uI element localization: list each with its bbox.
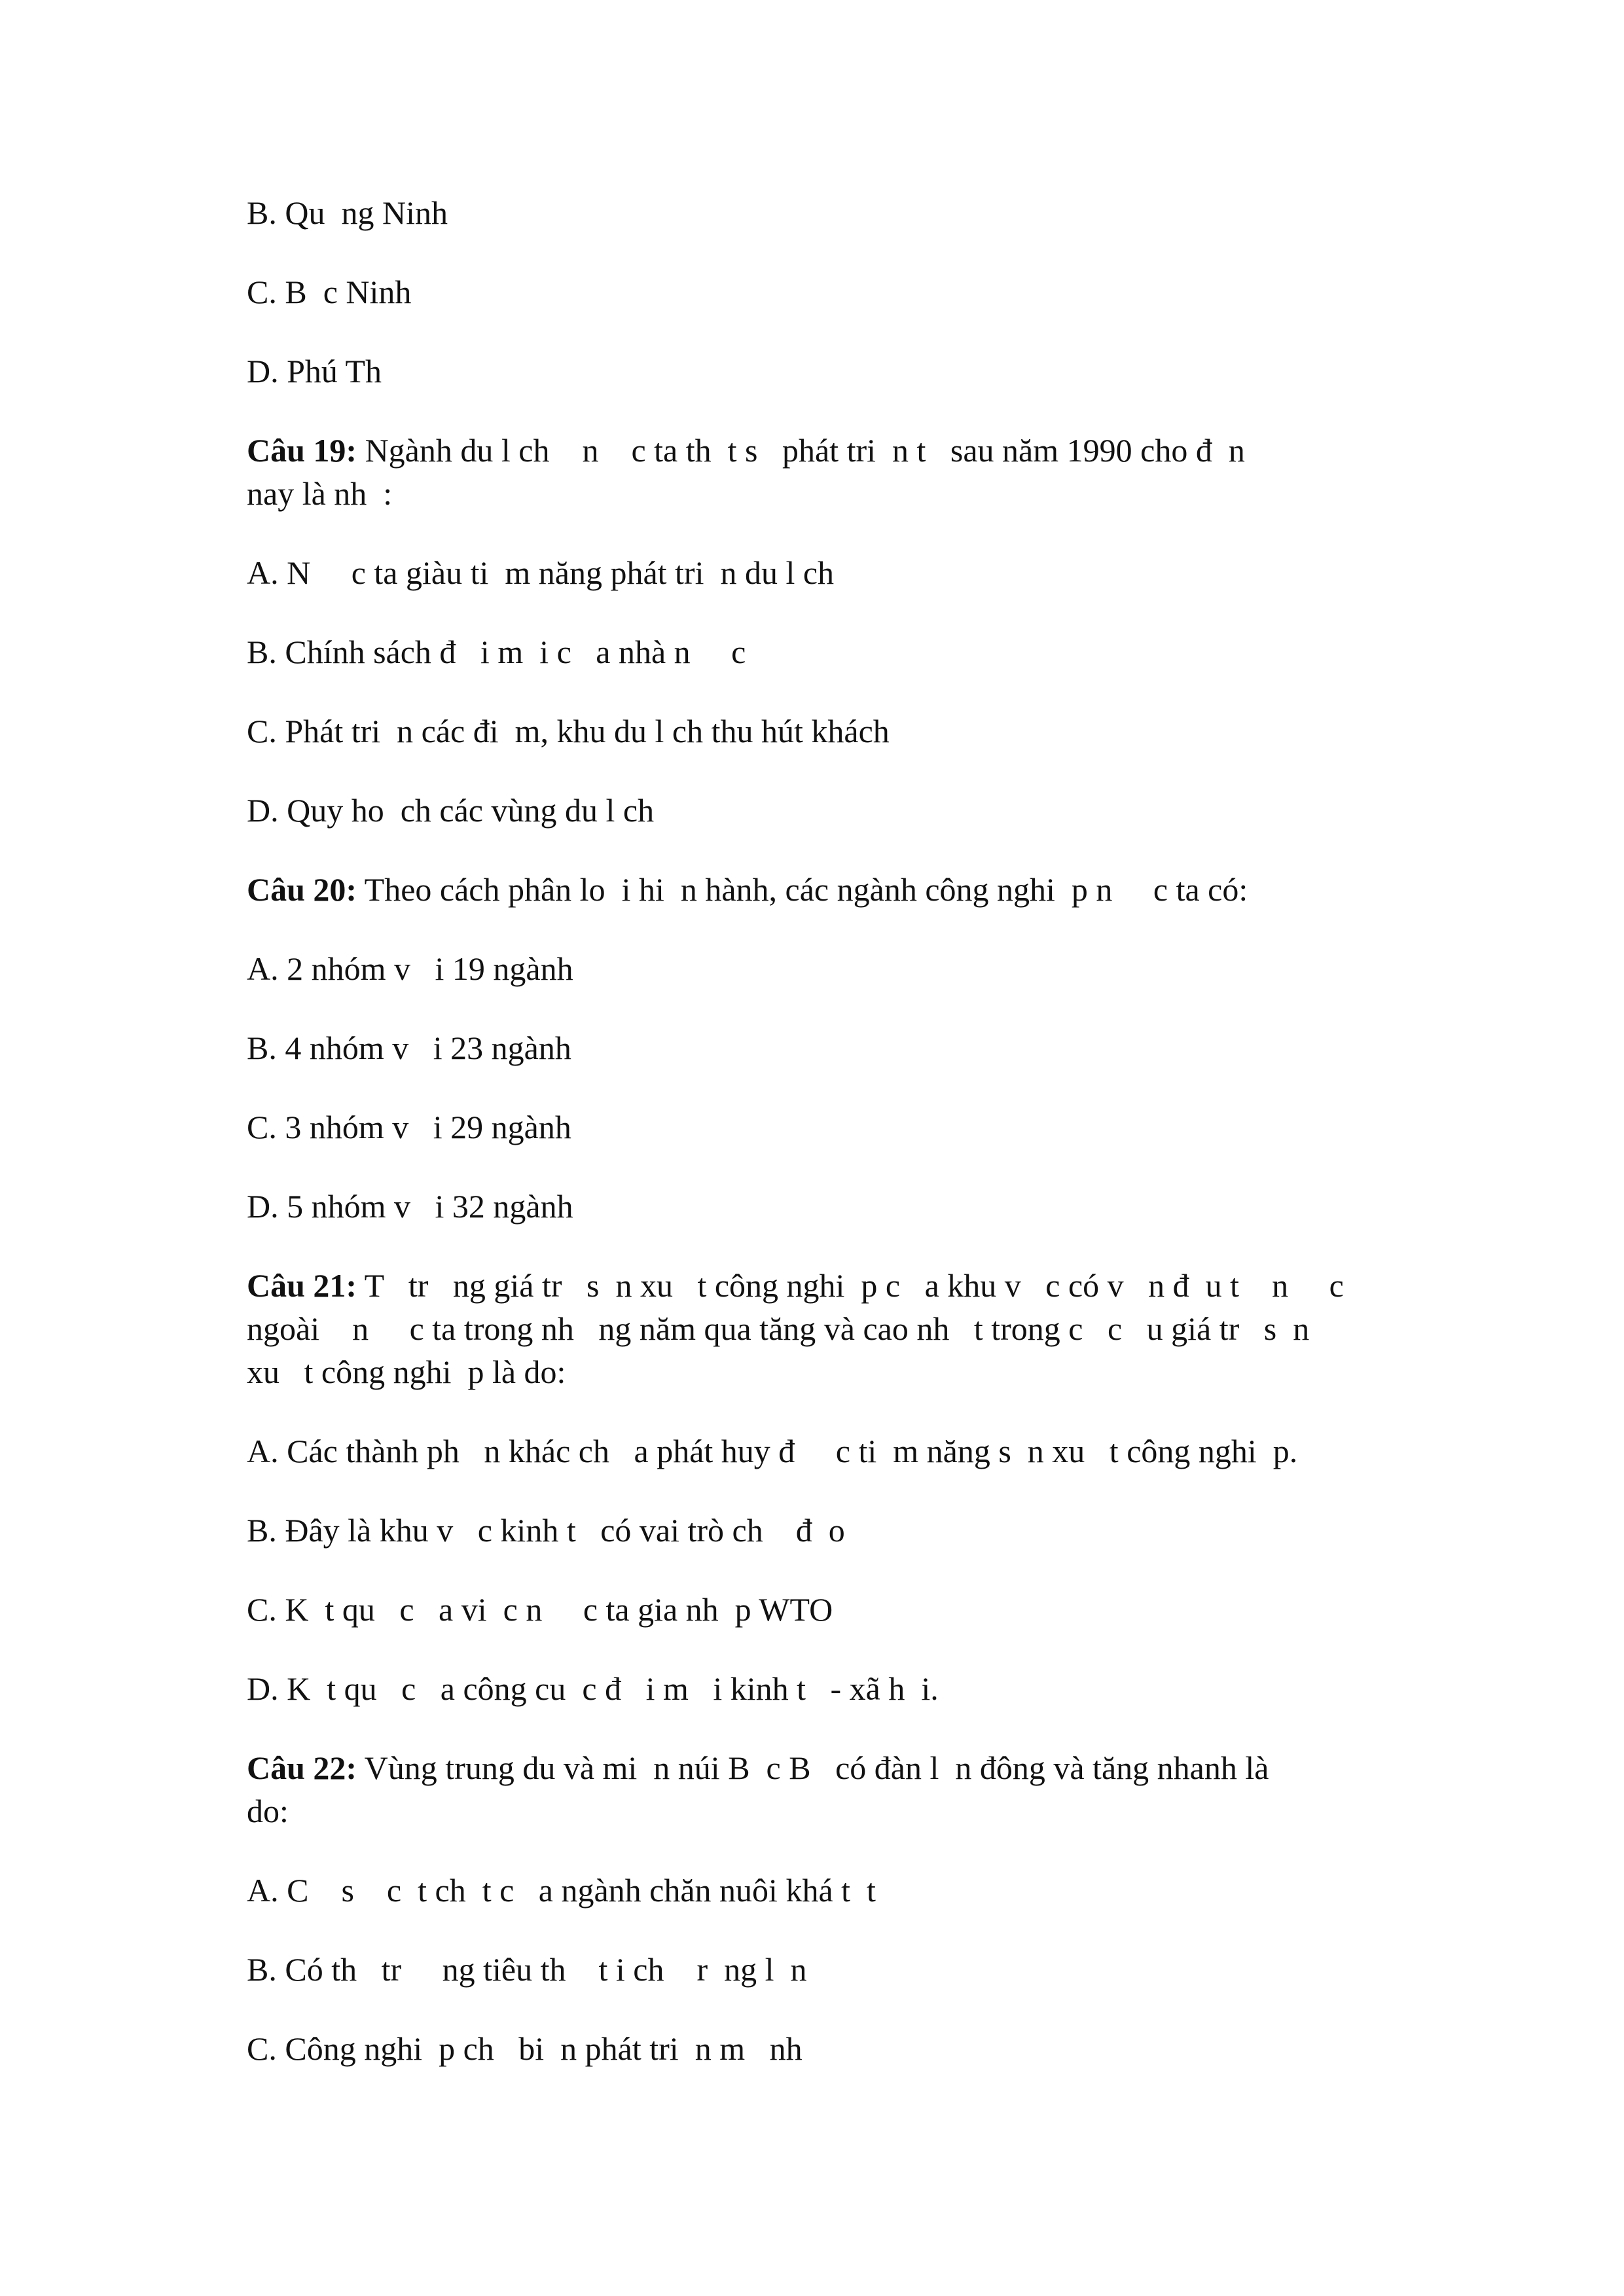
document-page — [247, 191, 1399, 2106]
question-22-option-a: A. C s c t ch t c a ngành chăn nuôi khá t t — [247, 1872, 876, 1909]
question-20-line-1 — [247, 868, 1399, 911]
question-20-option-a: A. 2 nhóm v i 19 ngành — [247, 950, 573, 987]
question-21-text-2: ngoài n c ta trong nh ng năm qua tăng và cao nh t trong c c u giá tr s n — [247, 1310, 1310, 1347]
question-21-option-d: D. K t qu c a công cu c đ i m i kinh t - xã h i. — [247, 1670, 939, 1707]
question-19-text-1: Ngành du l ch n c ta th t s phát tri n t sau năm 1990 cho đ n — [357, 432, 1245, 469]
question-22-label: Câu 22: — [247, 1749, 357, 1786]
question-22-line-1 — [247, 1746, 1399, 1789]
question-19-option-c: C. Phát tri n các đi m, khu du l ch thu hút khách — [247, 713, 890, 749]
question-21-option-c: C. K t qu c a vi c n c ta gia nh p WTO — [247, 1591, 833, 1628]
question-20-option-c: C. 3 nhóm v i 29 ngành — [247, 1109, 571, 1145]
question-19-label: Câu 19: — [247, 432, 357, 469]
question-21-text-3: xu t công nghi p là do: — [247, 1354, 566, 1390]
question-20 — [247, 868, 1399, 911]
question-22 — [247, 1746, 1399, 1833]
question-22-option-c: C. Công nghi p ch bi n phát tri n m nh — [247, 2030, 803, 2067]
option-c-bn: C. B c Ninh — [247, 274, 412, 310]
option-b-qn: B. Qu ng Ninh — [247, 194, 448, 231]
question-20-text-1: Theo cách phân lo i hi n hành, các ngành công nghi p n c ta có: — [357, 871, 1248, 908]
option-d-pt: D. Phú Th — [247, 353, 382, 389]
question-21-option-b: B. Đây là khu v c kinh t có vai trò ch đ o — [247, 1512, 845, 1549]
question-21-line-1 — [247, 1264, 1399, 1307]
question-22-text-1: Vùng trung du và mi n núi B c B có đàn l n đông và tăng nhanh là — [357, 1749, 1269, 1786]
question-20-option-d: D. 5 nhóm v i 32 ngành — [247, 1188, 573, 1225]
question-21 — [247, 1264, 1399, 1393]
question-20-label: Câu 20: — [247, 871, 357, 908]
question-19-text-2: nay là nh : — [247, 475, 393, 512]
question-19-option-b: B. Chính sách đ i m i c a nhà n c — [247, 634, 746, 670]
question-21-option-a: A. Các thành ph n khác ch a phát huy đ c ti m năng s n xu t công nghi p. — [247, 1433, 1298, 1469]
question-19-option-a: A. N c ta giàu ti m năng phát tri n du l ch — [247, 554, 835, 591]
question-22-option-b: B. Có th tr ng tiêu th t i ch r ng l n — [247, 1951, 807, 1988]
question-22-text-2: do: — [247, 1793, 289, 1829]
question-19-option-d: D. Quy ho ch các vùng du l ch — [247, 792, 655, 829]
question-20-option-b: B. 4 nhóm v i 23 ngành — [247, 1030, 571, 1066]
question-21-text-1: T tr ng giá tr s n xu t công nghi p c a khu v c có v n đ u t n c — [357, 1267, 1344, 1304]
question-19-line-1 — [247, 429, 1399, 472]
question-19 — [247, 429, 1399, 515]
question-21-label: Câu 21: — [247, 1267, 357, 1304]
